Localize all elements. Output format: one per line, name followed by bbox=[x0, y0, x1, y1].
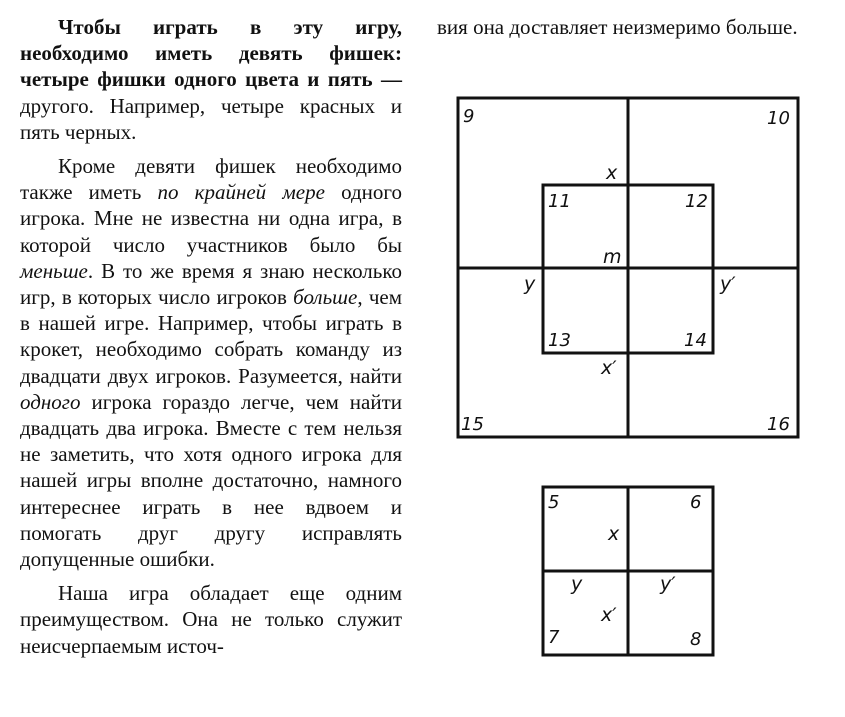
small-board-labels bbox=[548, 492, 701, 650]
small-label-y-prime: y′ bbox=[660, 573, 676, 595]
large-label-m: m bbox=[603, 246, 622, 268]
emphasis-odnogo: одного bbox=[20, 389, 81, 414]
large-board-inner-square bbox=[543, 185, 713, 353]
small-label-5: 5 bbox=[548, 492, 560, 513]
large-label-9: 9 bbox=[463, 106, 475, 127]
large-label-10: 10 bbox=[767, 108, 790, 129]
paragraph-3: Наша игра обладает еще одним преимуществом. Она не только служит неисчерпаемым источ- bbox=[20, 581, 402, 658]
small-label-x-prime: x′ bbox=[601, 604, 617, 626]
large-label-14: 14 bbox=[684, 330, 707, 351]
paragraph-2-part-e: игрока гораздо легче, чем найти двадцать два игрока. Вместе с тем нельзя не заметить, что хотя одного игрока для нашей игры вполне достаточно, намного интереснее играть в нее вдвоем и помогать друг другу исправлять допущенные ошибки. bbox=[20, 389, 402, 572]
large-board-labels bbox=[461, 106, 790, 435]
paragraph-2 bbox=[20, 153, 402, 572]
paragraph-2-part-c: . В то же время я знаю несколько игр, в которых число игроков bbox=[20, 258, 402, 310]
emphasis-menshe: меньше bbox=[20, 258, 88, 283]
paragraph-1 bbox=[20, 14, 402, 145]
small-label-6: 6 bbox=[690, 492, 702, 513]
large-label-16: 16 bbox=[767, 414, 790, 435]
large-label-y: y bbox=[524, 273, 536, 295]
paragraph-2-part-b: одного игрока. Мне не известна ни одна игра, в которой число участников было бы bbox=[20, 180, 402, 257]
large-label-13: 13 bbox=[548, 330, 571, 351]
large-board-outer-square bbox=[458, 98, 798, 437]
right-top-text: вия она доставляет неизмеримо больше. bbox=[437, 15, 798, 39]
small-board-outer-square bbox=[543, 487, 713, 655]
small-label-8: 8 bbox=[690, 629, 702, 650]
small-label-x: x bbox=[608, 523, 620, 545]
small-label-7: 7 bbox=[548, 627, 560, 648]
large-label-x: x bbox=[606, 162, 618, 184]
left-text-column bbox=[20, 14, 402, 659]
large-label-y-prime: y′ bbox=[720, 273, 736, 295]
emphasis-po-kraynei-mere: по крайней мере bbox=[157, 180, 325, 205]
paragraph-1-rest: другого. Например, четыре красных и пять черных. bbox=[20, 93, 402, 144]
small-label-y: y bbox=[571, 573, 583, 595]
paragraph-1-bold-lead: Чтобы играть в эту игру, необходимо иметь девять фишек: четыре фишки одного цвета и пять — bbox=[20, 15, 402, 92]
small-board-diagram bbox=[543, 487, 713, 655]
paragraph-2-part-a: Кроме девяти фишек необходимо также иметь bbox=[20, 154, 402, 205]
large-label-15: 15 bbox=[461, 414, 484, 435]
large-label-x-prime: x′ bbox=[601, 357, 617, 379]
large-label-11: 11 bbox=[548, 191, 571, 212]
emphasis-bolshe: больше bbox=[293, 285, 358, 310]
paragraph-2-part-d: , чем в нашей игре. Например, чтобы играть в крокет, необходимо собрать команду из двадцати двух игроков. Разумеется, найти bbox=[20, 285, 403, 388]
large-board-diagram bbox=[458, 98, 798, 437]
large-label-12: 12 bbox=[685, 191, 708, 212]
